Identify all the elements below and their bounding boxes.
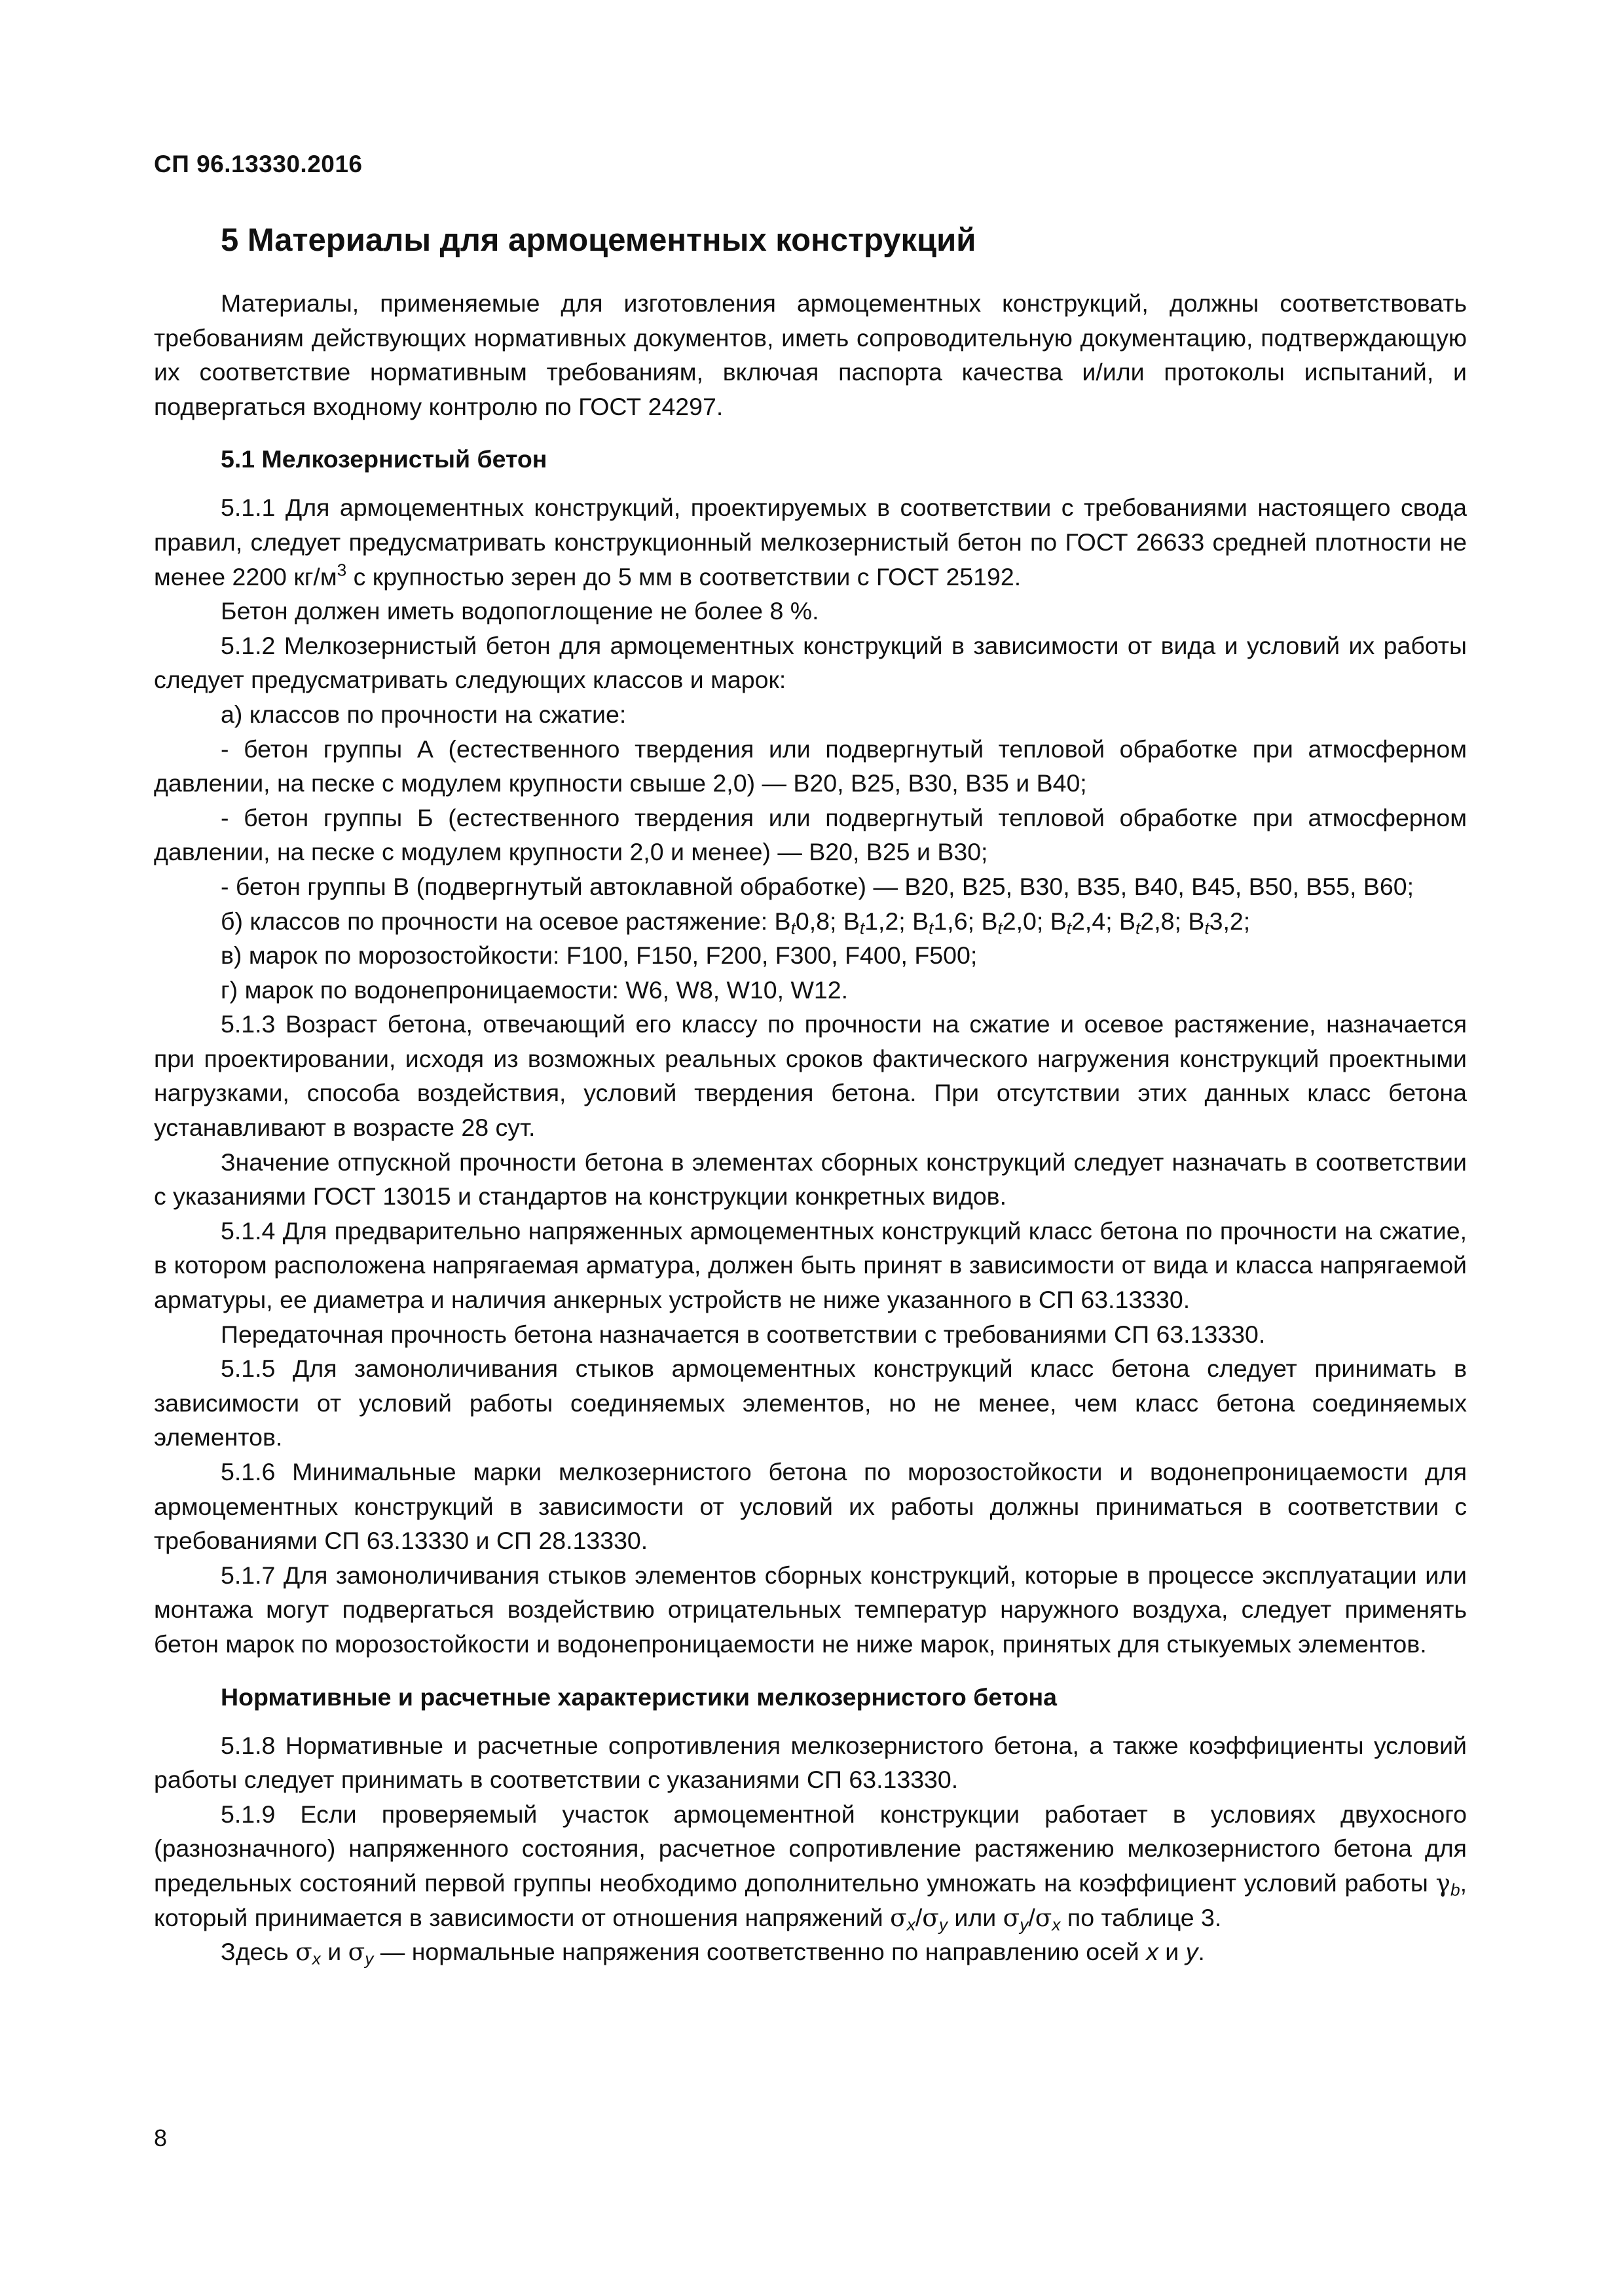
section-intro: Материалы, применяемые для изготовления армоцементных конструкций, должны соответствовать требованиям действующих нормативных документов, иметь сопроводительную документацию, подтверждающую их соответствие нормативным требованиям, включая паспорта качества и/или протоколы испытаний, и подвергаться входному контролю по ГОСТ 24297.: [154, 289, 1467, 420]
sigma-symbol: σ: [890, 1903, 907, 1932]
clause-5-1-6: 5.1.6 Минимальные марки мелкозернистого бетона по морозостойкости и водонепроницаемости для армоцементных конструкций в зависимости от условий их работы должны приниматься в соответствии с требованиями СП 63.13330 и СП 28.13330.: [154, 1458, 1467, 1555]
clause-5-1-5: 5.1.5 Для замоноличивания стыков армоцементных конструкций класс бетона следует принимать в зависимости от условий работы соединяемых элементов, но не менее, чем класс бетона соединяемых элементов.: [154, 1355, 1467, 1451]
section-title: 5 Материалы для армоцементных конструкций: [221, 223, 976, 258]
sigma-symbol: σ: [922, 1903, 939, 1932]
page-number: 8: [154, 2124, 168, 2151]
subsection-title-characteristics: Нормативные и расчетные характеристики мелкозернистого бетона: [221, 1683, 1058, 1711]
clause-5-1-4: 5.1.4 Для предварительно напряженных армоцементных конструкций класс бетона по прочности на сжатие, в котором расположена напрягаемая арматура, должен быть принят в зависимости от вида и класса напрягаемой арматуры, ее диаметра и наличия анкерных устройств не ниже указанного в СП 63.13330.: [154, 1216, 1467, 1314]
stress-definition: Здесь $\sigma_x$ и $\sigma_y$ — нормальные напряжения соответственно по направлению осей x и y.: [221, 1937, 1205, 1969]
subsection-title: 5.1 Мелкозернистый бетон: [221, 445, 547, 473]
list-item-v: в) марок по морозостойкости: F100, F150, F200, F300, F400, F500;: [221, 941, 978, 970]
sigma-symbol: σ: [295, 1937, 312, 1967]
clause-5-1-9: 5.1.9 Если проверяемый участок армоцементной конструкции работает в условиях двухосного (разнозначного) напряженного состояния, расчетное сопротивление растяжению мелкозернистого бетона для предельных состояний первой группы необходимо дополнительно умножать на коэффициент условий работы $\gamma_b$, который принимается в зависимости от отношения напряжений $\sigma_x/\sigma_y$ или $\sigma_y/\sigma_x$ по таблице 3.: [154, 1800, 1467, 1935]
bt-class: $B_t0,8$: [774, 907, 830, 938]
concrete-group-b: - бетон группы Б (естественного твердения или подвергнутый тепловой обработке при атмосферном давлении, на песке с модулем крупности 2,0 и менее) — В20, В25 и В30;: [154, 803, 1467, 866]
bt-class: $B_t2,8$: [1119, 907, 1175, 938]
clause-5-1-1-text-end: с крупностью зерен до 5 мм в соответствии с ГОСТ 25192.: [346, 562, 1022, 591]
clause-5-1-3: 5.1.3 Возраст бетона, отвечающий его классу по прочности на сжатие и осевое растяжение, назначается при проектировании, исходя из возможных реальных сроков фактического нагружения конструкций проектными нагрузками, способа воздействия, условий твердения бетона. При отсутствии этих данных класс бетона устанавливают в возрасте 28 сут.: [154, 1010, 1467, 1142]
page-content: [154, 219, 1467, 1969]
clause-5-1-7: 5.1.7 Для замоноличивания стыков элементов сборных конструкций, которые в процессе эксплуатации или монтажа могут подвергаться воздействию отрицательных температур наружного воздуха, следует применять бетон марок по морозостойкости и водонепроницаемости не ниже марок, принятых для стыкуемых элементов.: [154, 1561, 1467, 1658]
clause-5-1-3-release-strength: Значение отпускной прочности бетона в элементах сборных конструкций следует назначать в соответствии с указаниями ГОСТ 13015 и стандартов на конструкции конкретных видов.: [154, 1148, 1467, 1211]
sigma-symbol: σ: [1035, 1903, 1052, 1932]
cubic-superscript: 3: [337, 560, 347, 580]
clause-5-1-8: 5.1.8 Нормативные и расчетные сопротивления мелкозернистого бетона, а также коэффициенты условий работы следует принимать в соответствии с указаниями СП 63.13330.: [154, 1731, 1467, 1794]
document-code: СП 96.13330.2016: [154, 151, 363, 177]
list-item-b: б) классов по прочности на осевое растяжение: $B_t0,8$; $B_t1,2$; $B_t1,6$; $B_t2,0$; $B_t2,4$; $B_t2,8$; $B_t3,2$;: [221, 907, 1251, 938]
clause-5-1-1-text: 5.1.1 Для армоцементных конструкций, проектируемых в соответствии с требованиями настоящего свода правил, следует предусматривать конструкционный мелкозернистый бетон по ГОСТ 26633 средней плотности не менее 2200 кг/м: [154, 494, 1467, 591]
sigma-symbol: σ: [348, 1937, 365, 1967]
clause-5-1-1: [154, 490, 1467, 594]
concrete-group-v: - бетон группы В (подвергнутый автоклавной обработке) — В20, В25, В30, В35, В40, В45, В50, В55, В60;: [221, 872, 1414, 900]
concrete-group-a: - бетон группы А (естественного твердения или подвергнутый тепловой обработке при атмосферном давлении, на песке с модулем крупности свыше 2,0) — В20, В25, В30, В35 и В40;: [154, 735, 1467, 797]
bt-class: $B_t3,2$: [1188, 907, 1244, 938]
bt-class: $B_t2,0$: [981, 907, 1037, 938]
sigma-symbol: σ: [1003, 1903, 1020, 1932]
clause-5-1-4-transfer-strength: Передаточная прочность бетона назначается в соответствии с требованиями СП 63.13330.: [221, 1320, 1266, 1348]
water-absorption-note: Бетон должен иметь водопоглощение не более 8 %.: [221, 597, 819, 625]
list-item-b-text: б) классов по прочности на осевое растяжение:: [221, 907, 775, 935]
gamma-symbol: γ: [1435, 1868, 1450, 1897]
clause-5-1-2: 5.1.2 Мелкозернистый бетон для армоцементных конструкций в зависимости от вида и условий их работы следует предусматривать следующих классов и марок:: [154, 631, 1467, 694]
list-item-a: а) классов по прочности на сжатие:: [221, 700, 627, 728]
bt-class: $B_t1,2$: [843, 907, 899, 938]
list-item-g: г) марок по водонепроницаемости: W6, W8, W10, W12.: [221, 975, 849, 1004]
bt-class: $B_t1,6$: [912, 907, 968, 938]
bt-class: $B_t2,4$: [1050, 907, 1106, 938]
